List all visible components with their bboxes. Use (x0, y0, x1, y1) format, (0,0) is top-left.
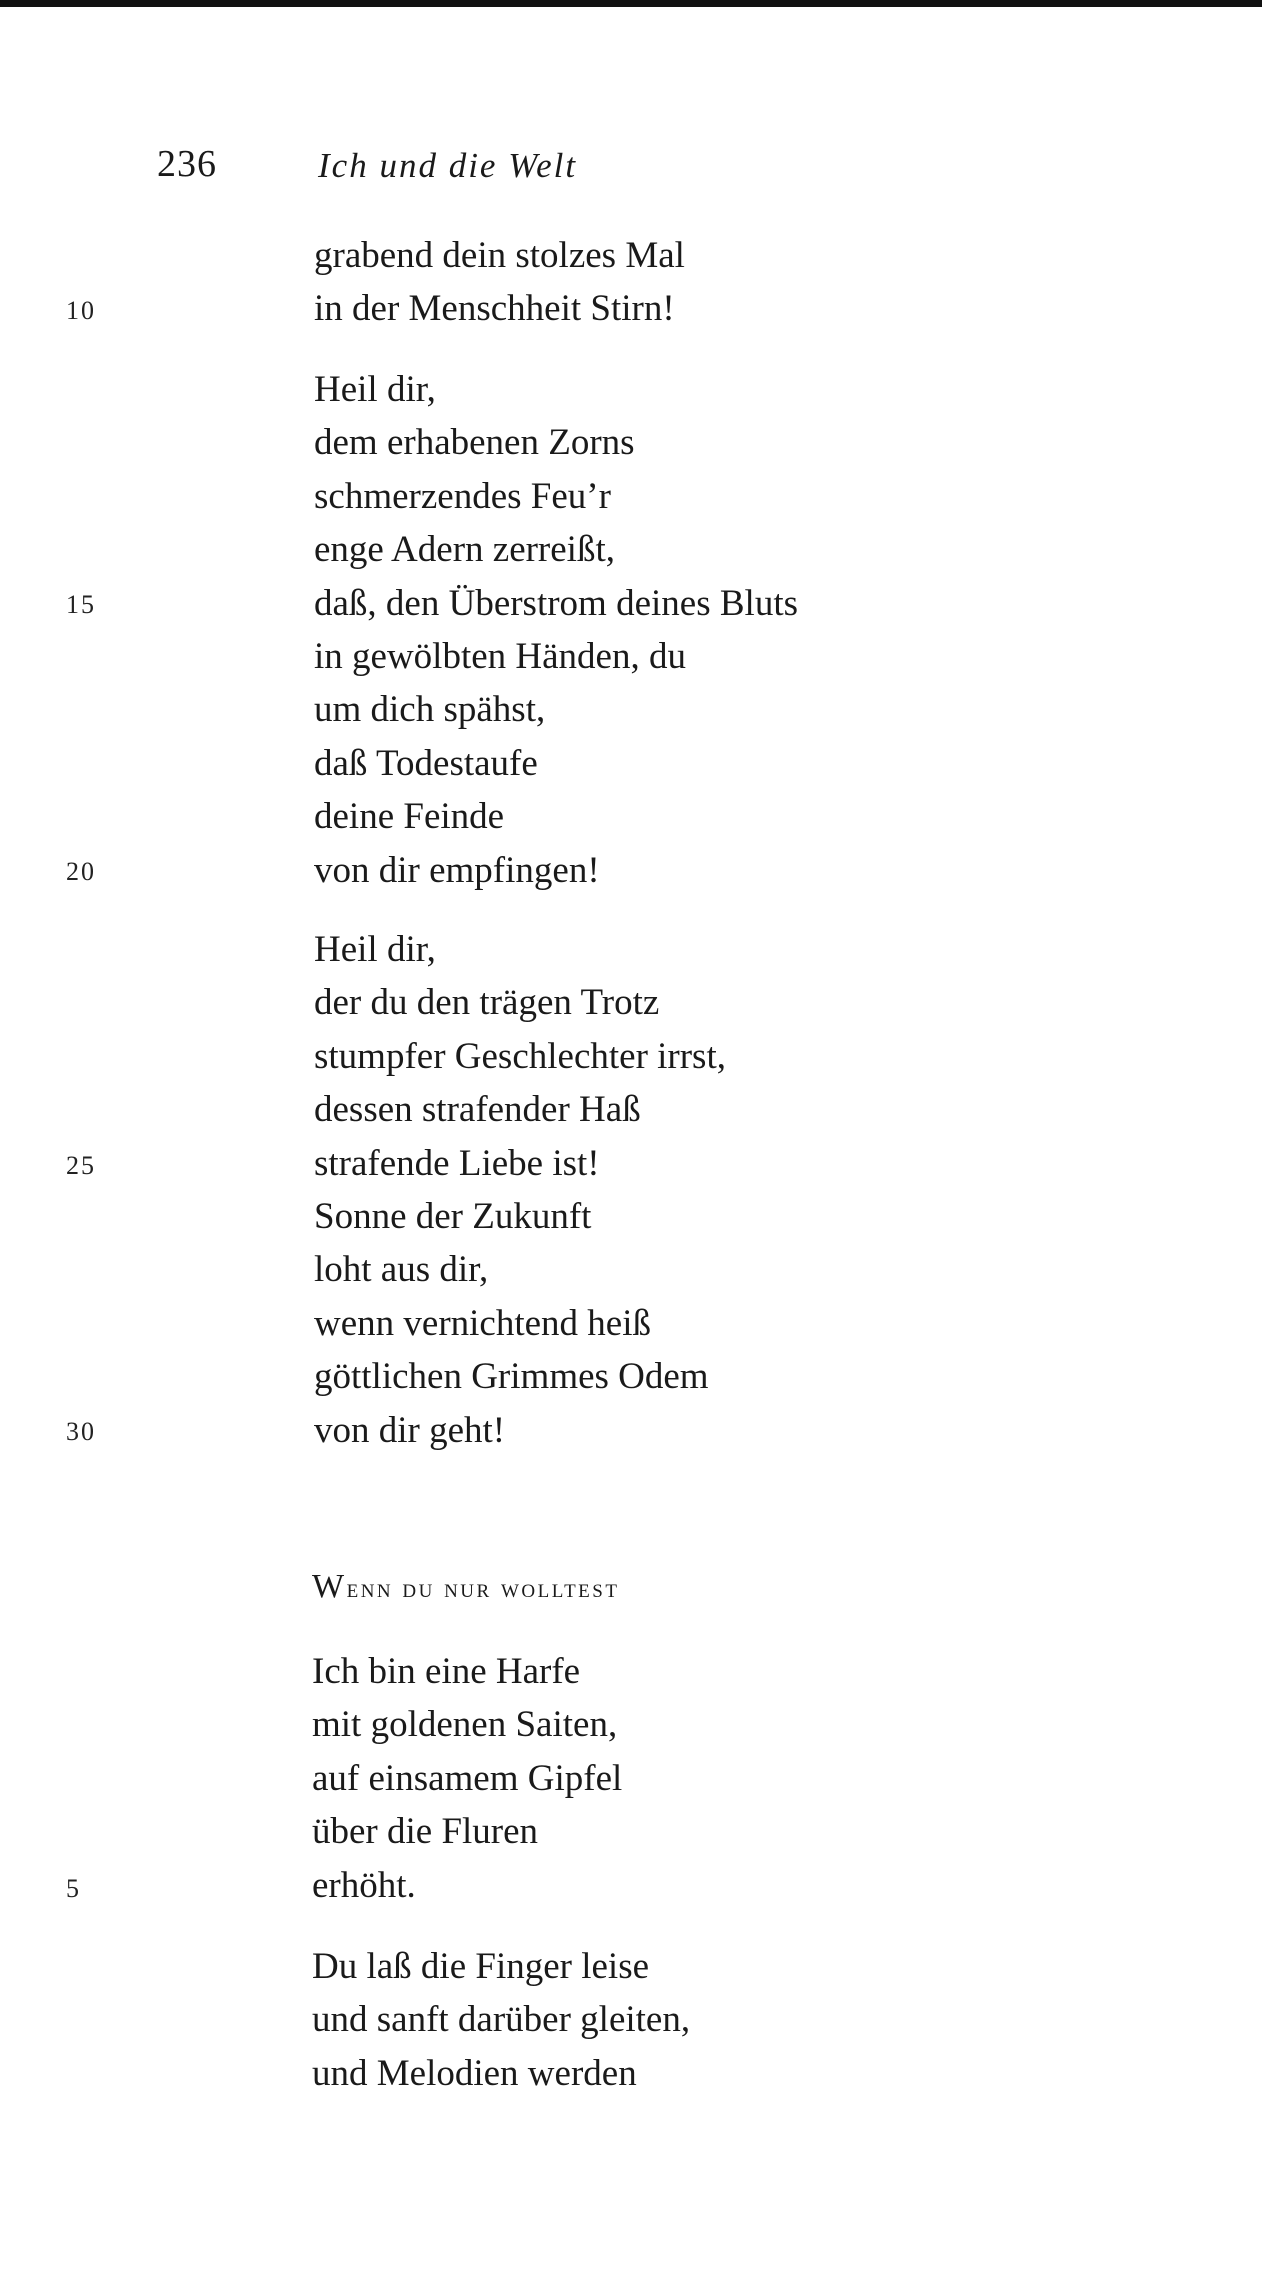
verse-line: dessen strafender Haß (314, 1089, 641, 1131)
verse-line: grabend dein stolzes Mal (314, 235, 685, 276)
page-number: 236 (157, 143, 217, 185)
verse-line: mit goldenen Saiten, (312, 1704, 618, 1746)
verse-line: über die Fluren (312, 1811, 539, 1853)
verse-line: der du den trägen Trotz (314, 982, 660, 1024)
line-number: 5 (66, 1874, 81, 1903)
poem-title-initial: W (312, 1568, 347, 1605)
top-border (0, 0, 1262, 7)
verse-line: Du laß die Finger leise (312, 1946, 650, 1987)
verse-line: schmerzendes Feu’r (314, 475, 611, 517)
line-number: 30 (66, 1417, 96, 1446)
running-title: Ich und die Welt (318, 146, 578, 185)
verse-line: und sanft darüber gleiten, (312, 1999, 691, 2041)
verse-line: wenn vernichtend heiß (314, 1302, 651, 1344)
verse-line: loht aus dir, (314, 1249, 489, 1291)
verse-line: strafende Liebe ist! (314, 1142, 600, 1184)
verse-line: daß Todestaufe (314, 742, 538, 784)
verse-line: in gewölbten Händen, du (314, 636, 686, 678)
poem-title (312, 1562, 619, 1613)
verse-line: und Melodien werden (312, 2052, 637, 2094)
line-number: 20 (66, 857, 96, 886)
line-number: 15 (66, 590, 96, 619)
verse-line: von dir geht! (314, 1409, 506, 1451)
stanza-next-2 (312, 1940, 690, 2100)
verse-line: stumpfer Geschlechter irrst, (314, 1035, 726, 1077)
verse-line: dem erhabenen Zorns (314, 422, 635, 464)
verse-line: enge Adern zerreißt, (314, 529, 615, 571)
stanza-3 (314, 923, 726, 1457)
verse-line: erhöht. (312, 1864, 416, 1906)
stanza-next-1 (312, 1645, 622, 1912)
stanza-2 (314, 363, 798, 897)
line-number: 25 (66, 1151, 96, 1180)
verse-line: daß, den Überstrom deines Bluts (314, 582, 798, 624)
verse-line: Sonne der Zukunft (314, 1196, 592, 1238)
verse-line: deine Feinde (314, 796, 505, 838)
verse-line: Ich bin eine Harfe (312, 1651, 581, 1692)
verse-line: Heil dir, (314, 369, 436, 410)
line-number: 10 (66, 296, 96, 325)
stanza-1 (314, 229, 685, 336)
verse-line: von dir empfingen! (314, 849, 600, 891)
poem-title-rest: enn du nur wolltest (346, 1573, 620, 1603)
verse-line: um dich spähst, (314, 689, 546, 731)
verse-line: auf einsamem Gipfel (312, 1757, 623, 1799)
verse-line: Heil dir, (314, 929, 436, 970)
verse-line: göttlichen Grimmes Odem (314, 1356, 709, 1398)
verse-line: in der Menschheit Stirn! (314, 288, 675, 330)
